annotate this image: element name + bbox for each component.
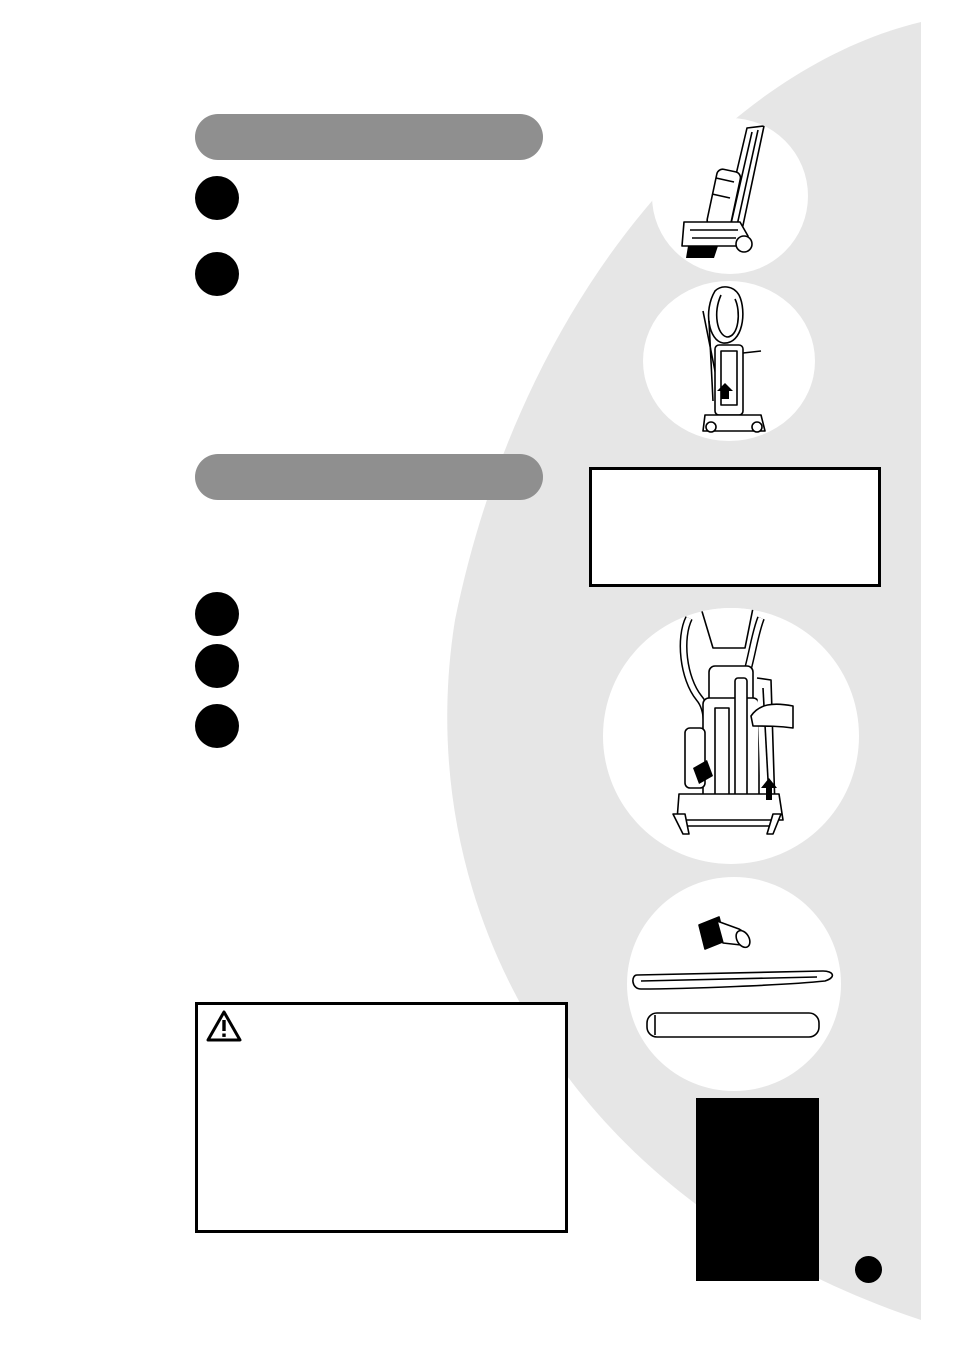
step-marker-5 bbox=[195, 704, 239, 748]
section-header-bar-upper bbox=[195, 114, 543, 160]
illustration-vacuum-reclined bbox=[652, 118, 808, 274]
note-box bbox=[589, 467, 881, 587]
step-marker-4 bbox=[195, 644, 239, 688]
warning-box bbox=[195, 1002, 568, 1233]
warning-triangle-icon bbox=[206, 1009, 242, 1043]
illustration-vacuum-hose-storage bbox=[643, 281, 815, 441]
step-marker-2 bbox=[195, 252, 239, 296]
step-marker-3 bbox=[195, 592, 239, 636]
section-header-bar-lower bbox=[195, 454, 543, 500]
page-number-marker bbox=[855, 1256, 882, 1283]
illustration-remove-tools bbox=[603, 608, 859, 864]
section-tab bbox=[696, 1098, 819, 1281]
illustration-attachments bbox=[627, 877, 841, 1091]
step-marker-1 bbox=[195, 176, 239, 220]
